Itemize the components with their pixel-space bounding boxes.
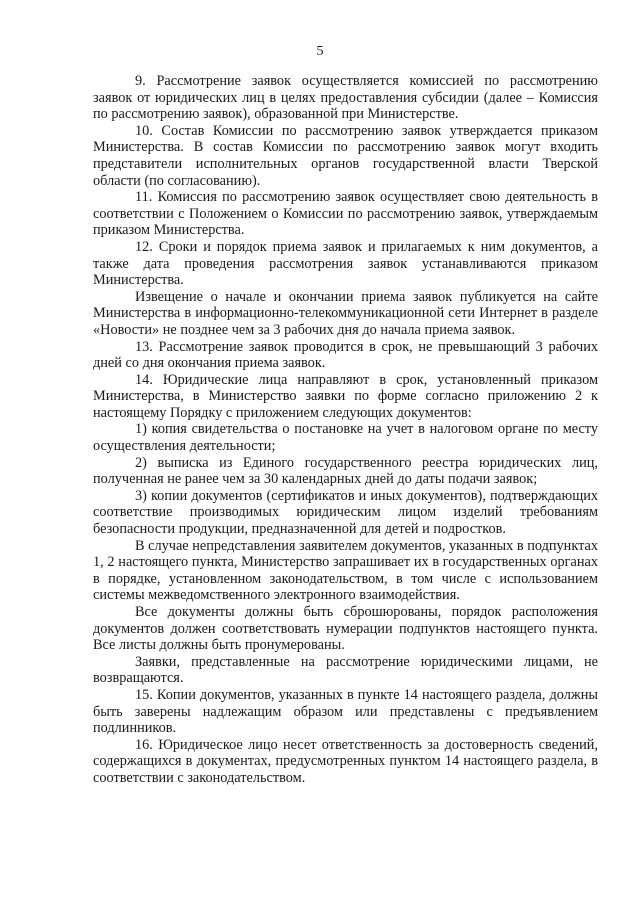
paragraph-14-item-3: 3) копии документов (сертификатов и иных документов), подтверждающих соответствие производимых юридическим лицом изделий требованиям безопасности продукции, предназначенной для детей и подростков.	[93, 487, 598, 538]
paragraph-10: 10. Состав Комиссии по рассмотрению заявок утверждается приказом Министерства. В состав Комиссии по рассмотрению заявок могут входить представители исполнительных органов государственной власти Тверской области (по согласованию).	[93, 122, 598, 189]
paragraph-13: 13. Рассмотрение заявок проводится в срок, не превышающий 3 рабочих дней со дня окончания приема заявок.	[93, 338, 598, 372]
paragraph-12: 12. Сроки и порядок приема заявок и прилагаемых к ним документов, а также дата проведения рассмотрения заявок устанавливаются приказом Министерства.	[93, 238, 598, 289]
paragraph-16: 16. Юридическое лицо несет ответственность за достоверность сведений, содержащихся в документах, предусмотренных пунктом 14 настоящего раздела, в соответствии с законодательством.	[93, 736, 598, 786]
paragraph-15: 15. Копии документов, указанных в пункте 14 настоящего раздела, должны быть заверены надлежащим образом или представлены с предъявлением подлинников.	[93, 686, 598, 737]
paragraph-11: 11. Комиссия по рассмотрению заявок осуществляет свою деятельность в соответствии с Положением о Комиссии по рассмотрению заявок, утверждаемым приказом Министерства.	[93, 189, 598, 239]
paragraph-notice: Извещение о начале и окончании приема заявок публикуется на сайте Министерства в информационно-телекоммуникационной сети Интернет в разделе «Новости» не позднее чем за 3 рабочих дня до начала приема заявок.	[93, 288, 598, 338]
document-body	[93, 73, 598, 787]
page-number: 5	[316, 44, 324, 59]
paragraph-14: 14. Юридические лица направляют в срок, установленный приказом Министерства, в Министерство заявки по форме согласно приложению 2 к настоящему Порядку с приложением следующих документов:	[93, 371, 598, 421]
paragraph-binding: Все документы должны быть сброшюрованы, порядок расположения документов должен соответствовать нумерации подпунктов настоящего пункта. Все листы должны быть пронумерованы.	[93, 604, 598, 654]
paragraph-9: 9. Рассмотрение заявок осуществляется комиссией по рассмотрению заявок от юридических лиц в целях предоставления субсидии (далее – Комиссия по рассмотрению заявок), образованной при Министерстве.	[93, 73, 598, 123]
paragraph-no-return: Заявки, представленные на рассмотрение юридическими лицами, не возвращаются.	[93, 653, 598, 687]
paragraph-14-item-2: 2) выписка из Единого государственного реестра юридических лиц, полученная не ранее чем за 30 календарных дней до даты подачи заявок;	[93, 454, 598, 488]
paragraph-request: В случае непредставления заявителем документов, указанных в подпунктах 1, 2 настоящего пункта, Министерство запрашивает их в государственных органах в порядке, установленном законодательством, в том числе с использованием системы межведомственного электронного взаимодействия.	[93, 537, 598, 604]
paragraph-14-item-1: 1) копия свидетельства о постановке на учет в налоговом органе по месту осуществления деятельности;	[93, 421, 598, 455]
